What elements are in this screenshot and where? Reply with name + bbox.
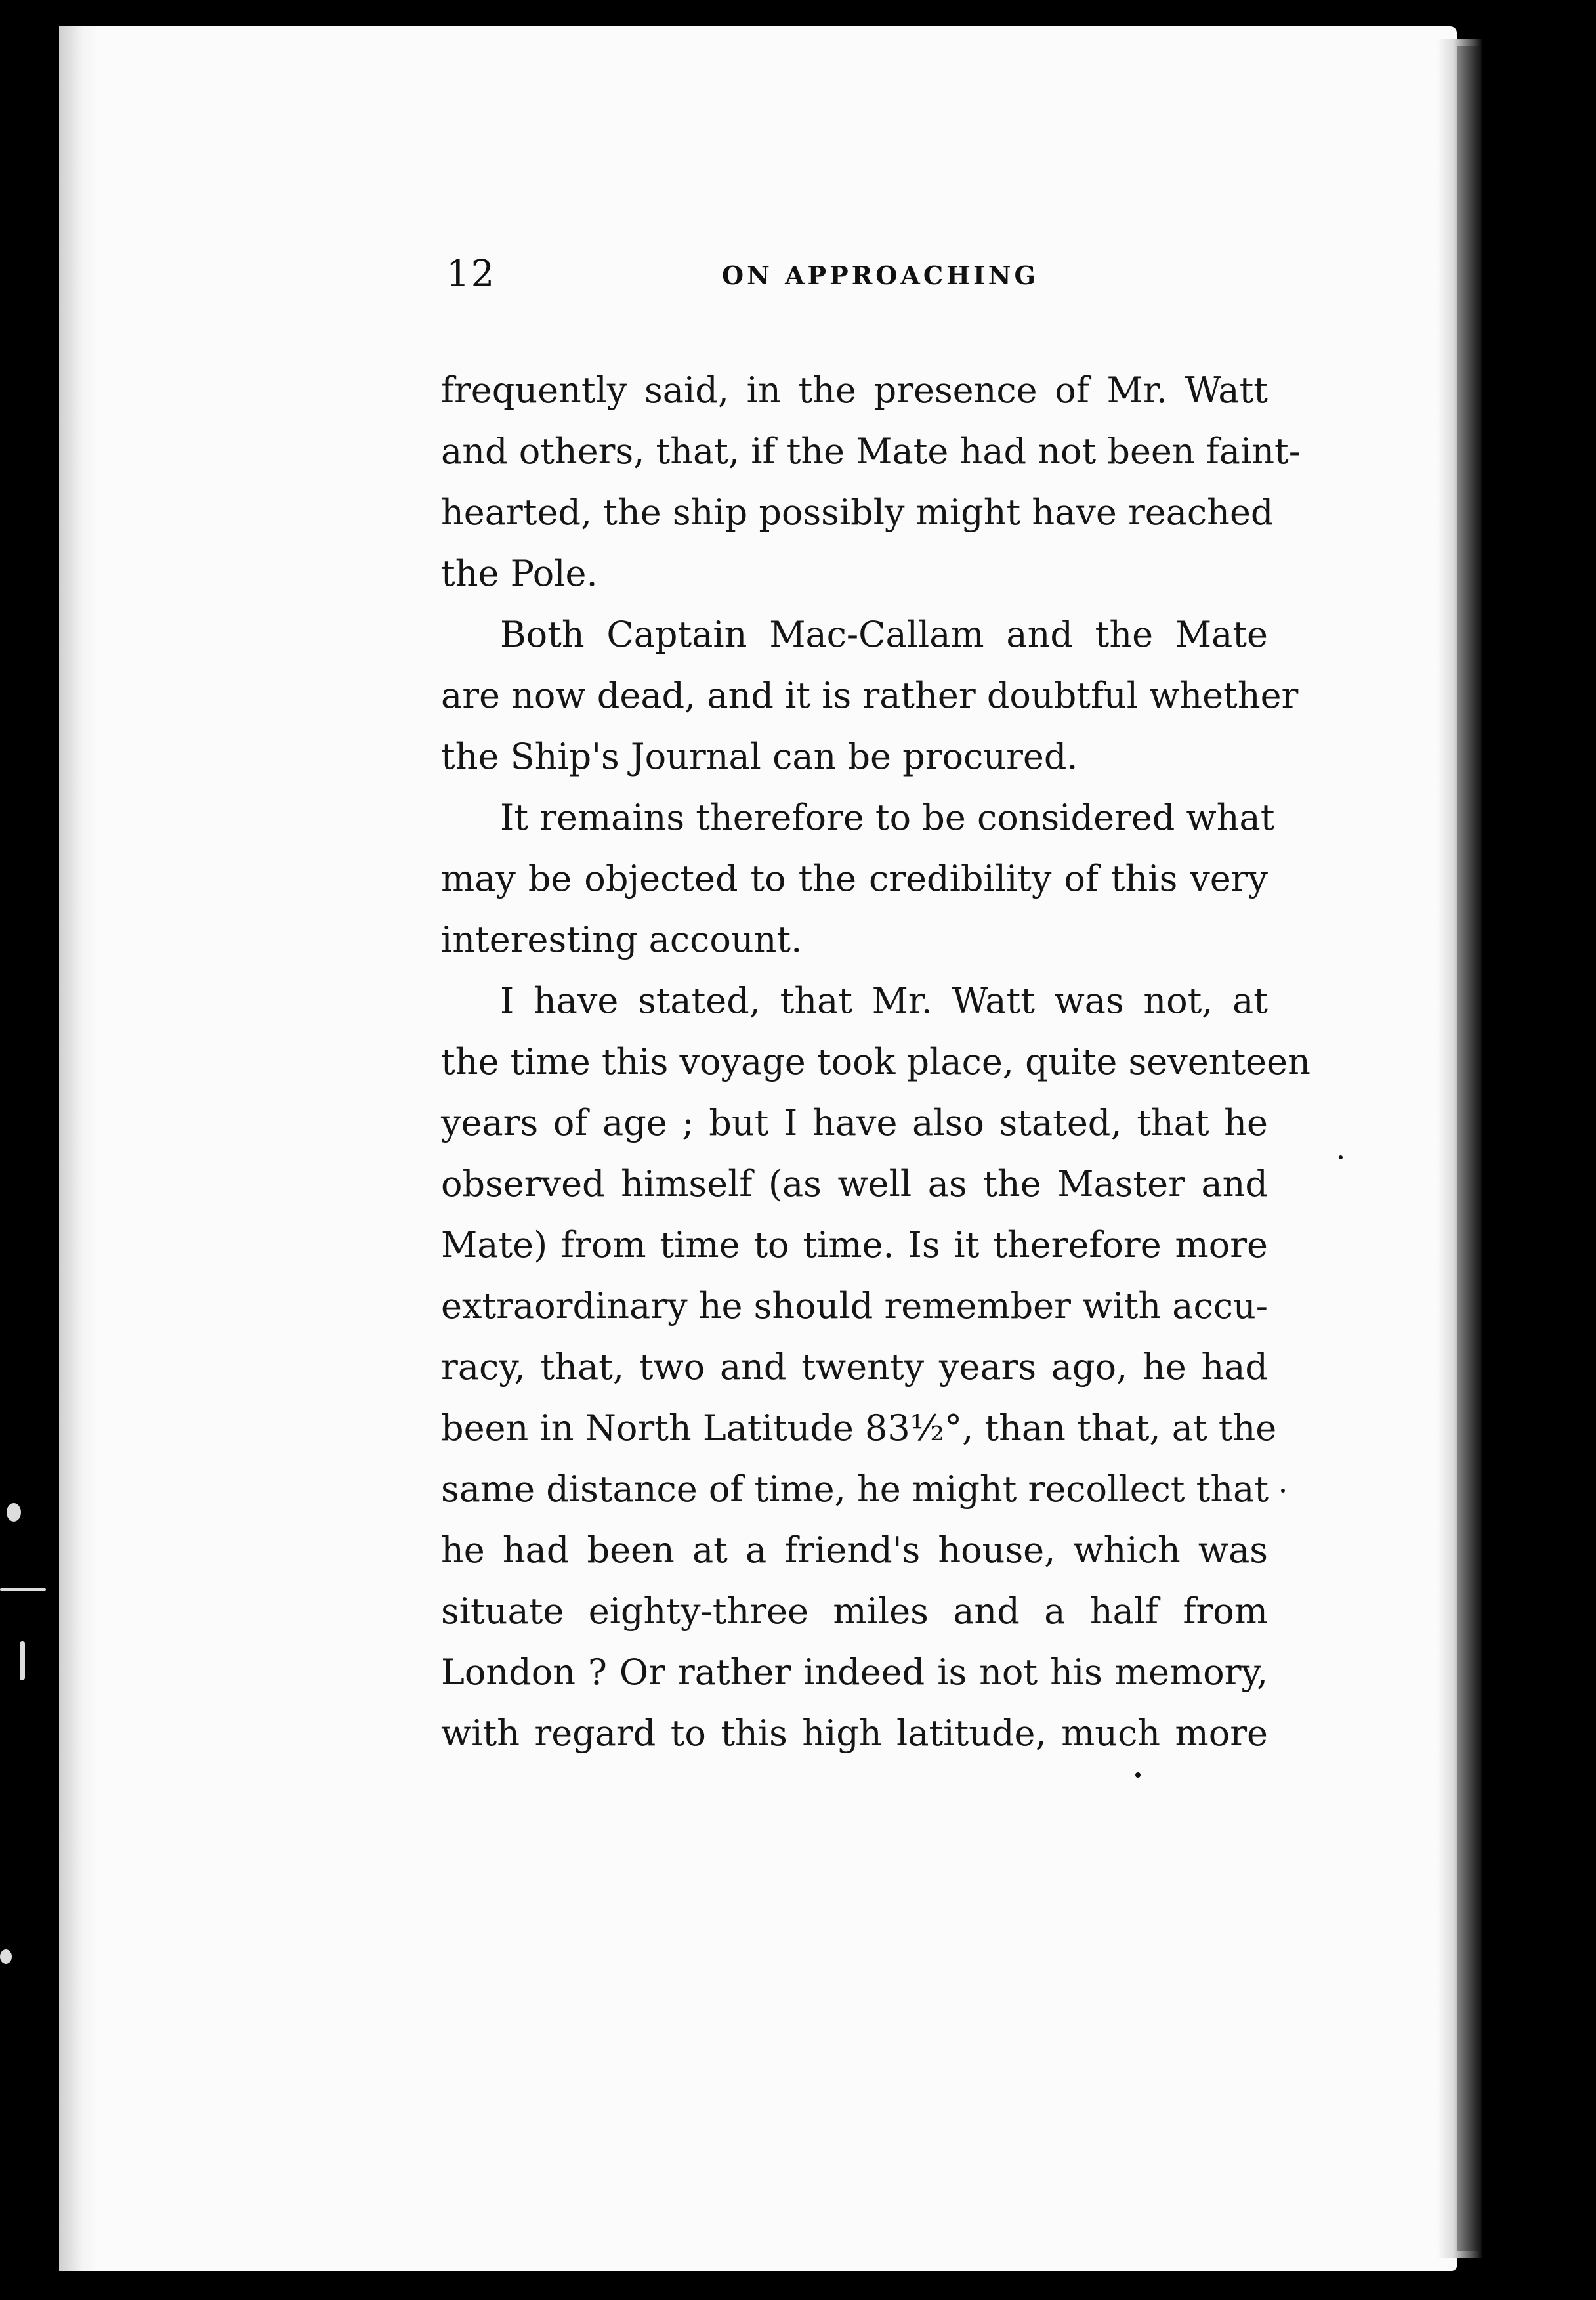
text-line: he had been at a friend's house, which was <box>441 1529 1268 1571</box>
text-line: are now dead, and it is rather doubtful whether <box>441 675 1299 716</box>
running-head: ON APPROACHING <box>722 261 1039 290</box>
page-gutter-shadow <box>59 26 98 2271</box>
text-line: the Ship's Journal can be procured. <box>441 736 1078 777</box>
text-line: interesting account. <box>441 919 803 960</box>
text-line: Mate) from time to time. Is it therefore more <box>441 1224 1268 1266</box>
text-line: racy, that, two and twenty years ago, he had <box>441 1346 1268 1388</box>
text-line: and others, that, if the Mate had not been faint- <box>441 431 1301 472</box>
scan-artifact <box>0 1588 46 1591</box>
text-line: same distance of time, he might recollect that <box>441 1468 1269 1510</box>
text-line: the time this voyage took place, quite seventeen <box>441 1041 1311 1082</box>
text-line: London ? Or rather indeed is not his memory, <box>441 1651 1268 1693</box>
text-line: observed himself (as well as the Master and <box>441 1163 1268 1204</box>
text-line: may be objected to the credibility of this very <box>441 858 1268 899</box>
text-line: situate eighty-three miles and a half from <box>441 1590 1268 1632</box>
scan-artifact <box>1135 1772 1141 1778</box>
text-line: with regard to this high latitude, much more <box>441 1713 1268 1754</box>
scan-artifact <box>1281 1489 1285 1493</box>
text-line: been in North Latitude 83½°, than that, at the <box>441 1407 1277 1449</box>
text-line: It remains therefore to be considered what <box>500 797 1275 838</box>
text-line: Both Captain Mac-Callam and the Mate <box>500 614 1268 655</box>
scan-artifact <box>7 1503 21 1522</box>
text-line: extraordinary he should remember with accu- <box>441 1285 1268 1327</box>
text-line: I have stated, that Mr. Watt was not, at <box>500 980 1268 1021</box>
body-text <box>441 360 1311 1764</box>
text-line: frequently said, in the presence of Mr. Watt <box>441 370 1268 411</box>
text-line: hearted, the ship possibly might have reached <box>441 492 1274 533</box>
binding-edge <box>1457 46 1479 2251</box>
scan-artifact <box>20 1641 25 1680</box>
scan-artifact <box>1339 1155 1343 1159</box>
page-header <box>446 253 1299 305</box>
text-line: years of age ; but I have also stated, that he <box>441 1102 1268 1143</box>
text-line: the Pole. <box>441 553 598 594</box>
page-number: 12 <box>446 253 496 295</box>
scan-artifact <box>0 1949 12 1964</box>
